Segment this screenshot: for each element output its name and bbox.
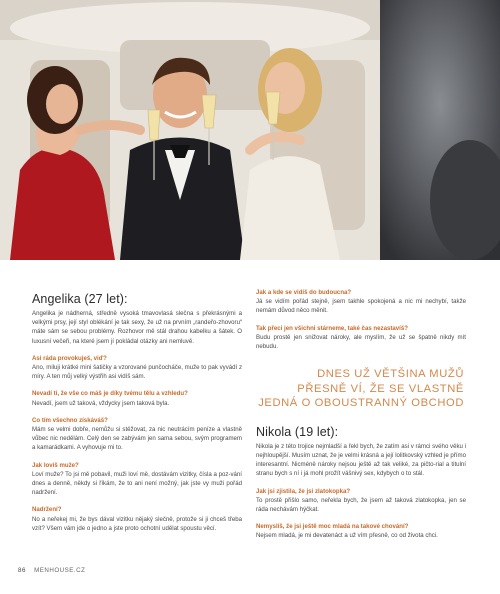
pull-quote-line: JEDNÁ O OBOUSTRANNÝ OBCHOD: [258, 397, 464, 410]
question: Asi ráda provokuješ, viď?: [32, 354, 107, 362]
question: Nadržení?: [32, 506, 62, 514]
page-number: 86: [18, 567, 26, 574]
question: Co tím všechno získáváš?: [32, 416, 108, 424]
nikola-intro: Nikola je z této trojice nejmladší a řekl bych, že zatím asi v rámci svého věku i nejhloupější. Musím uznat, že je velmi krásná a její lolitkovský vzhled je přímo interesantní. Nicméně nároky nejsou ještě až tak veliké, za pičto-rial a titulní stranu bych s ní i já mohl prožít vášnivý sex, kdybych o to stál.: [256, 442, 466, 478]
right-column: [256, 288, 466, 541]
left-column: [32, 288, 242, 533]
question: Jak a kde se vidíš do budoucna?: [256, 289, 352, 296]
question: Nevadí ti, že vše co máš je díky tvému tělu a vzhledu?: [32, 390, 188, 398]
angelika-heading: Angelika (27 let):: [32, 292, 128, 306]
party-scene-illustration: [0, 0, 500, 260]
page-footer: [18, 567, 85, 574]
nikola-heading: Nikola (19 let):: [256, 424, 339, 439]
answer: No a neřekej mi, že bys dával vizitku nějaký slečně, protože si ji chceš třeba vzít? Všem vám jde o jedno a jste proto ochotní udělat spoustu věcí.: [32, 515, 242, 532]
pull-quote: [256, 367, 466, 411]
hero-photo: [0, 0, 500, 260]
angelika-intro: Angelika je nádherná, středně vysoká tmavovlasá slečna s překrásnými a velkými prsy, její styl oblékání je tak sexy, že už na prvním „randeřo-zhovoru“ máte sám se sebou problémy. Rozhovor mě stál drahou kabelku a šátek. O luxusní večeři, na které jsem jí pokládal otázky ani nemluvě.: [32, 310, 242, 345]
site-name: MENHOUSE.CZ: [34, 567, 86, 574]
question: Jak lovíš muže?: [32, 461, 79, 469]
question: Jak jsi zjistila, že jsi zlatokopka?: [256, 487, 351, 495]
answer: Já se vidím pořád stejně, jsem takhle spokojená a nic mi nechybí, takže nemám důvod něco měnit.: [256, 298, 466, 315]
answer: Nevadí, jsem už taková, vždycky jsem taková byla.: [32, 399, 170, 407]
answer: Ano, miluji krátké mini šatičky a vzorované punčocháče, muže to pak vyvádí z míry. A ten můj velký výstřih asi vidíš sám.: [32, 364, 242, 381]
pull-quote-line: DNES UŽ VĚTŠINA MUŽŮ: [317, 368, 464, 381]
answer: Mám se velmi dobře, nemůžu si stěžovat, za nic neutrácím peníze a vlastně vůbec nic nedělám. Celý den se zabývám jen sama sebou, svým programem a kamarádkami. A vyhovuje mi to.: [32, 426, 242, 452]
answer: To prostě přišlo samo, neřekla bych, že jsem až taková zlatokopka, jen se ráda nechávám hýčkat.: [256, 496, 466, 513]
answer: Loví muže? To jsi mě pobavil, muži loví mě, dostávám vizitky, čísla a poz-vání dnes a denně, někdy si říkám, že to ani není možný, jak jste vy muži pořád nadržení.: [32, 470, 242, 497]
pull-quote-line: PŘESNĚ VÍ, ŽE SE VLASTNĚ: [297, 382, 464, 395]
question: Tak přeci jen všichni stárneme, také čas nezastavíš?: [256, 324, 408, 332]
question: Nemyslíš, že jsi ještě moc mladá na takové chování?: [256, 523, 409, 531]
answer: Budu prostě jen snižovat nároky, ale myslím, že už se špatně nikdy mít nebudu.: [256, 333, 466, 351]
answer: Nejsem mladá, je mi devatenáct a už vím přesně, co od života chci.: [256, 532, 438, 540]
